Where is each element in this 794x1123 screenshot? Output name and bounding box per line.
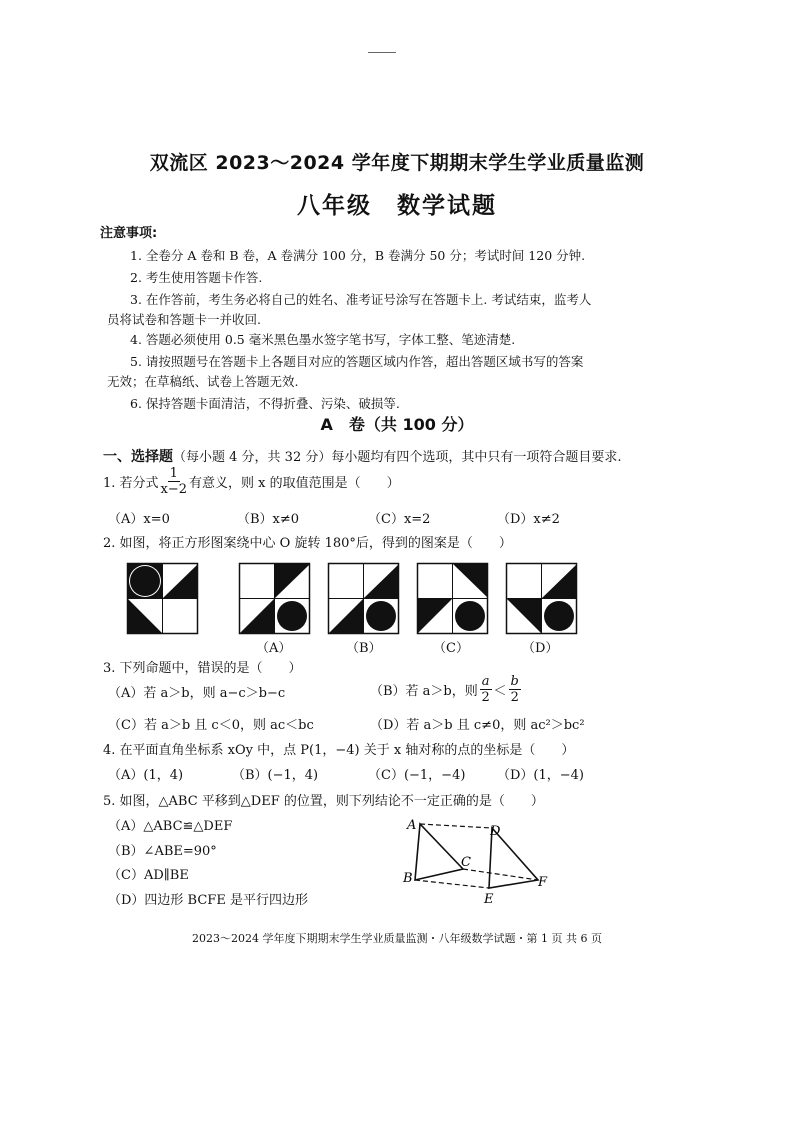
q5-translation-figure — [400, 812, 560, 907]
q2-option-b-figure — [328, 563, 399, 634]
notice-heading: 注意事项: — [100, 226, 158, 241]
q5-stem: 5. 如图，△ABC 平移到△DEF 的位置，则下列结论不一定正确的是（ ） — [103, 794, 544, 809]
q3-option-a: （A）若 a＞b，则 a−c＞b−c — [108, 686, 286, 701]
q5-option-a: （A）△ABC≌△DEF — [108, 819, 233, 834]
notice-item: 4. 答题必须使用 0.5 毫米黑色墨水签字笔书写，字体工整、笔迹清楚. — [130, 332, 516, 347]
q1-option-d: （D）x≠2 — [497, 512, 560, 527]
q4-option-b: （B）(−1，4) — [232, 768, 319, 783]
q4-option-d: （D）(1，−4) — [497, 768, 585, 783]
notice-item: 3. 在作答前，考生务必将自己的姓名、准考证号涂写在答题卡上. 考试结束，监考人 — [130, 292, 592, 307]
q2-label-b: （B） — [346, 641, 382, 656]
q5-option-d: （D）四边形 BCFE 是平行四边形 — [108, 893, 308, 908]
part1-heading: 一、选择题 — [103, 449, 173, 465]
q1-stem — [103, 466, 400, 497]
section-a-title: A 卷（共 100 分） — [320, 415, 474, 434]
q1-option-c: （C）x=2 — [368, 512, 431, 527]
notice-item: 无效；在草稿纸、试卷上答题无效. — [107, 374, 299, 389]
notice-item: 员将试卷和答题卡一并收回. — [107, 312, 261, 327]
q3-option-d: （D）若 a＞b 且 c≠0，则 ac²＞bc² — [370, 718, 585, 733]
q1-frac-num: 1 — [169, 466, 178, 481]
point-b-label: B — [403, 871, 413, 886]
notice-item: 2. 考生使用答题卡作答. — [130, 270, 263, 285]
q3-option-c: （C）若 a＞b 且 c＜0，则 ac＜bc — [108, 718, 314, 733]
q1-option-a: （A）x=0 — [108, 512, 170, 527]
q5-option-c: （C）AD∥BE — [108, 868, 189, 883]
q2-original-figure — [127, 563, 198, 634]
point-d-label: D — [490, 824, 501, 839]
q3-option-b-pre: （B）若 a＞b，则 — [370, 684, 478, 699]
page-footer: 2023～2024 学年度下期期末学生学业质量监测・八年级数学试题・第 1 页 共 6 页 — [192, 932, 602, 945]
exam-subtitle: 八年级 数学试题 — [297, 193, 497, 219]
q2-option-d-figure — [506, 563, 577, 634]
q4-option-a: （A）(1，4) — [108, 768, 184, 783]
point-e-label: E — [484, 892, 494, 907]
notice-item: 1. 全卷分 A 卷和 B 卷，A 卷满分 100 分，B 卷满分 50 分；考试时间 120 分钟. — [130, 248, 586, 263]
q3-frac-2-num: b — [510, 674, 519, 689]
point-f-label: F — [538, 875, 548, 890]
q3-less-than: ＜ — [493, 684, 507, 699]
q3-frac-1 — [480, 674, 492, 705]
q2-label-c: （C） — [433, 641, 469, 656]
q3-frac-2 — [509, 674, 521, 705]
q1-frac-den: x−2 — [160, 482, 188, 497]
q1-fraction — [161, 466, 188, 497]
q3-frac-2-den: 2 — [510, 690, 519, 705]
q1-stem-after: 有意义，则 x 的取值范围是（ ） — [189, 476, 400, 491]
q1-stem-before: 1. 若分式 — [103, 476, 159, 491]
exam-title: 双流区 2023～2024 学年度下期期末学生学业质量监测 — [149, 152, 645, 174]
top-scan-mark — [368, 52, 396, 53]
part1-desc: （每小题 4 分，共 32 分）每小题均有四个选项，其中只有一项符合题目要求. — [173, 450, 622, 465]
q1-option-b: （B）x≠0 — [237, 512, 300, 527]
q5-option-b: （B）∠ABE=90° — [108, 844, 217, 859]
point-c-label: C — [461, 855, 471, 870]
notice-item: 5. 请按照题号在答题卡上各题目对应的答题区域内作答，超出答题区域书写的答案 — [130, 354, 584, 369]
q3-frac-1-den: 2 — [481, 690, 490, 705]
part1-heading-line — [103, 446, 621, 466]
q3-frac-1-num: a — [481, 674, 490, 689]
q2-option-c-figure — [417, 563, 488, 634]
q2-label-d: （D） — [522, 641, 559, 656]
q4-option-c: （C）(−1，−4) — [368, 768, 466, 783]
q3-option-b — [370, 674, 523, 705]
q2-stem: 2. 如图，将正方形图案绕中心 O 旋转 180°后，得到的图案是（ ） — [103, 536, 512, 551]
q2-label-a: （A） — [256, 641, 292, 656]
q4-stem: 4. 在平面直角坐标系 xOy 中，点 P(1，−4) 关于 x 轴对称的点的坐标是（ ） — [103, 743, 575, 758]
q3-stem: 3. 下列命题中，错误的是（ ） — [103, 661, 302, 676]
point-a-label: A — [407, 818, 417, 833]
notice-item: 6. 保持答题卡面清洁，不得折叠、污染、破损等. — [130, 396, 400, 411]
q2-option-a-figure — [239, 563, 310, 634]
